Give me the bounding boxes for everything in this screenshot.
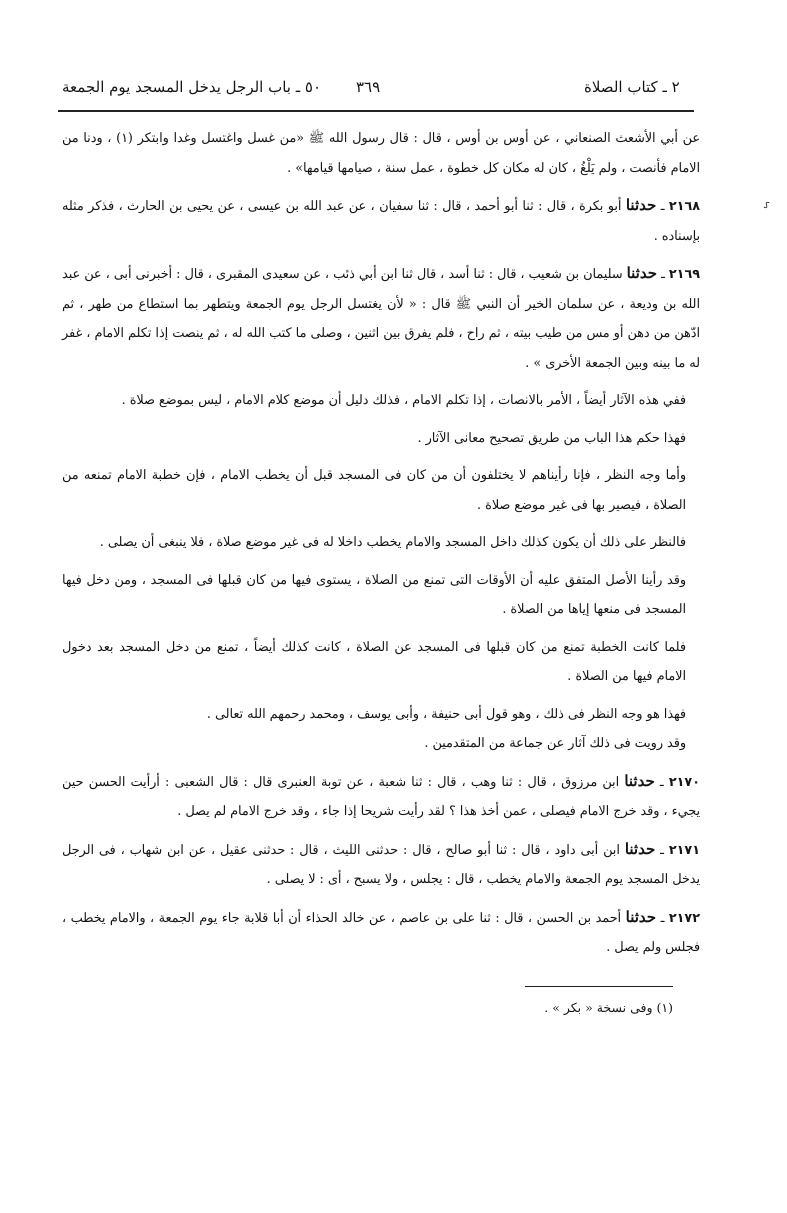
- narration-heading: حدثنا: [625, 907, 657, 926]
- page-body: [62, 124, 700, 971]
- hadith-number: ٢١٧٢: [668, 910, 700, 926]
- hadith-text: ابن مرزوق ، قال : ثنا وهب ، قال : ثنا شعبة ، عن توبة العنبرى قال : قال الشعبى : أرأيت الحسن حين يجيء ، وقد خرج الامام فيصلى ، عمن أخذ هذا ؟ لقد رأيت شريحا إذا جاء ، وقد خرج الامام لم يصل .: [62, 774, 700, 819]
- narration-heading: حدثنا: [625, 196, 657, 214]
- commentary-paragraph: فالنظر على ذلك أن يكون كذلك داخل المسجد والامام يخطب داخلا له فى غير موضع صلاة ، فلا ينبغى أن يصلى .: [99, 535, 686, 550]
- hadith-2172: ٢١٧٢ ـ حدثنا أحمد بن الحسن ، قال : ثنا على بن عاصم ، عن خالد الحذاء أن أبا قلابة جاء يوم الجمعة ، والامام يخطب ، فجلس ولم يصل .: [62, 907, 700, 955]
- hadith-number: ٢١٧٠: [668, 774, 700, 790]
- footnote-rule: [525, 986, 673, 987]
- hadith-text: أبو بكرة ، قال : ثنا أبو أحمد ، قال : ثنا سفيان ، عن عبد الله بن عيسى ، عن يحيى بن الحارث ، فذكر مثله بإسناده .: [62, 199, 700, 244]
- hadith-text: ابن أبى داود ، قال : ثنا أبو صالح ، قال : حدثنى الليث ، قال : حدثنى عقيل ، عن ابن شهاب ، فى الرجل يدخل المسجد يوم الجمعة والامام يخطب ، قال : يجلس ، ولا يسبح ، أى : لا يصلى .: [62, 842, 700, 887]
- narration-heading: حدثنا: [626, 264, 657, 282]
- narration-heading: حدثنا: [624, 771, 655, 790]
- narration-heading: حدثنا: [624, 839, 656, 858]
- commentary-paragraph: فلما كانت الخطبة تمنع من كان قبلها فى المسجد عن الصلاة ، كانت كذلك أيضاً ، تمنع من دخل المسجد بعد دخول الامام فيها من الصلاة .: [62, 639, 686, 684]
- hadith-number: ٢١٧١: [668, 842, 700, 858]
- page-number: ٣٦٩: [356, 78, 381, 96]
- commentary-paragraph: وقد رويت فى ذلك آثار عن جماعة من المتقدمين .: [424, 736, 686, 751]
- margin-mark: ⸉: [763, 200, 770, 216]
- hadith-2171: ٢١٧١ ـ حدثنا ابن أبى داود ، قال : ثنا أبو صالح ، قال : حدثنى الليث ، قال : حدثنى عقيل ، عن ابن شهاب ، فى الرجل يدخل المسجد يوم الجمعة والامام يخطب ، قال : يجلس ، ولا يسبح ، أى : لا يصلى .: [62, 839, 700, 887]
- hadith-number: ٢١٦٨: [668, 199, 701, 214]
- hadith-text: سليمان بن شعيب ، قال : ثنا أسد ، قال ثنا ابن أبي ذئب ، عن سعيدى المقبرى ، قال : أخبرنى أبى ، عن عبد الله بن وديعة ، عن سلمان الخير أن النبي ﷺ قال : « لأن يغتسل الرجل يوم الجمعة ويتطهر بما استطاع من طهر ، ثم ادّهن من دهن أو مس من طيب بيته ، ثم راح ، فلم يفرق بين اثنين ، وصلى ما كتب الله له ، ثم ينصت إذا تكلم الامام ، غفر له ما بينه وبين الجمعة الأخرى » .: [62, 267, 700, 371]
- paragraph-continuation: عن أبي الأشعث الصنعاني ، عن أوس بن أوس ، قال : قال رسول الله ﷺ «من غسل واغتسل وغدا وابتكر (١) ، ودنا من الامام فأنصت ، ولم يَلْغُ ، كان له مكان كل خطوة ، عمل سنة ، صيامها قيامها» .: [62, 131, 700, 176]
- hadith-2170: ٢١٧٠ ـ حدثنا ابن مرزوق ، قال : ثنا وهب ، قال : ثنا شعبة ، عن توبة العنبرى قال : قال الشعبى : أرأيت الحسن حين يجيء ، وقد خرج الامام فيصلى ، عمن أخذ هذا ؟ لقد رأيت شريحا إذا جاء ، وقد خرج الامام لم يصل .: [62, 771, 700, 819]
- section-title: ٥٠ ـ باب الرجل يدخل المسجد يوم الجمعة: [62, 78, 322, 96]
- hadith-2168: ٢١٦٨ ـ حدثنا أبو بكرة ، قال : ثنا أبو أحمد ، قال : ثنا سفيان ، عن عبد الله بن عيسى ، عن يحيى بن الحارث ، فذكر مثله بإسناده .: [62, 196, 701, 244]
- hadith-text: أحمد بن الحسن ، قال : ثنا على بن عاصم ، عن خالد الحذاء أن أبا قلابة جاء يوم الجمعة ، والامام يخطب ، فجلس ولم يصل .: [62, 910, 700, 955]
- hadith-number: ٢١٦٩: [668, 267, 701, 282]
- commentary-paragraph: فهذا حكم هذا الباب من طريق تصحيح معانى الآثار .: [417, 430, 686, 446]
- commentary-paragraph: وقد رأينا الأصل المتفق عليه أن الأوقات التى تمنع من الصلاة ، يستوى فيها من كان قبلها فى المسجد ، ومن دخل فيها المسجد فى منعها إياها من الصلاة .: [62, 572, 686, 617]
- hadith-2169: ٢١٦٩ ـ حدثنا سليمان بن شعيب ، قال : ثنا أسد ، قال ثنا ابن أبي ذئب ، عن سعيدى المقبرى ، قال : أخبرنى أبى ، عن عبد الله بن وديعة ، عن سلمان الخير أن النبي ﷺ قال : « لأن يغتسل الرجل يوم الجمعة ويتطهر بما استطاع من طهر ، ثم ادّهن من دهن أو مس من طيب بيته ، ثم راح ، فلم يفرق بين اثنين ، وصلى ما كتب الله له ، ثم ينصت إذا تكلم الامام ، غفر له ما بينه وبين الجمعة الأخرى » .: [62, 264, 701, 371]
- commentary-paragraph: فهذا هو وجه النظر فى ذلك ، وهو قول أبى حنيفة ، وأبى يوسف ، ومحمد رحمهم الله تعالى .: [206, 706, 686, 722]
- chapter-title: ٢ ـ كتاب الصلاة: [584, 78, 680, 96]
- commentary-paragraph: ففي هذه الآثار أيضاً ، الأمر بالانصات ، إذا تكلم الامام ، فذلك دليل أن موضع كلام الامام ، ليس بموضع صلاة .: [121, 393, 686, 408]
- header-rule: [58, 110, 694, 112]
- commentary-paragraph: وأما وجه النظر ، فإنا رأيناهم لا يختلفون أن من كان فى المسجد قبل أن يخطب الامام ، فإن خطبة الامام تمنعه من الصلاة ، فيصير بها فى غير موضع صلاة .: [62, 468, 686, 513]
- footnote: (١) وفى نسخة « بكر » .: [544, 1000, 673, 1015]
